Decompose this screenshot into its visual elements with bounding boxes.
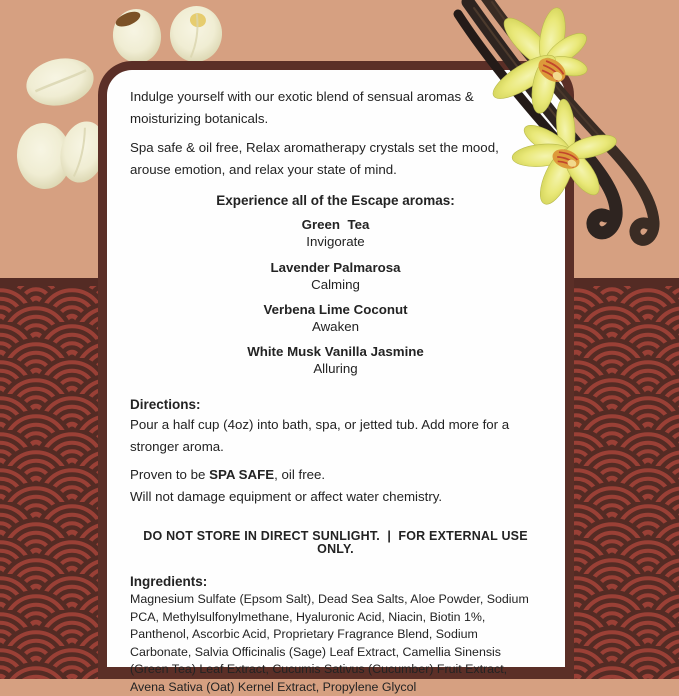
spa-safe-emphasis: SPA SAFE [209,467,275,482]
aroma-item-verbena-lime-coconut [130,301,541,335]
proven-suffix: , oil free. [274,467,326,482]
directions-heading: Directions: [130,397,201,412]
intro-paragraph-1: Indulge yourself with our exotic blend of sensual aromas & moisturizing botanicals. [130,89,474,126]
aroma-name: Lavender Palmarosa [270,260,401,275]
aroma-item-green-tea [130,216,541,250]
aroma-effect: Invigorate [306,234,365,249]
intro-paragraph-2: Spa safe & oil free, Relax aromatherapy crystals set the mood, arouse emotion, and relax your state of mind. [130,140,499,177]
aroma-item-white-musk-vanilla-jasmine [130,343,541,377]
aroma-effect: Awaken [311,319,360,334]
aromas-heading: Experience all of the Escape aromas: [216,193,455,208]
label-card [98,61,574,694]
aroma-effect: Calming [311,277,360,292]
aroma-name: Verbena Lime Coconut [263,302,408,317]
proven-prefix: Proven to be [130,467,210,482]
water-chemistry-statement: Will not damage equipment or affect water chemistry. [130,488,443,504]
warning-text: DO NOT STORE IN DIRECT SUNLIGHT. | FOR EXTERNAL USE ONLY. [143,529,532,556]
ingredients-heading: Ingredients: [130,574,208,589]
directions-text: Pour a half cup (4oz) into bath, spa, or jetted tub. Add more for a stronger aroma. [130,417,510,454]
aroma-name: White Musk Vanilla Jasmine [247,344,424,359]
ingredients-list: Magnesium Sulfate (Epsom Salt), Dead Sea Salts, Aloe Powder, Sodium PCA, Methylsulfonylmethane, Hyaluronic Acid, Niacin, Biotin 1%, Panthenol, Ascorbic Acid, Proprietary Fragrance Blend, Sodium Carbonate, Salvia Officinalis (Sage) Leaf Extract, Camellia Sinensis (Green Tea) Leaf Extract, Cucumis Sativus (Cucumber) Fruit Extract, Avena Sativa (Oat) Kernel Extract, Propylene Glycol [130,592,529,694]
spa-safe-statement [130,464,541,486]
aroma-item-lavender-palmarosa [130,259,541,293]
aroma-effect: Alluring [313,361,358,376]
aroma-name: Green Tea [301,217,370,232]
